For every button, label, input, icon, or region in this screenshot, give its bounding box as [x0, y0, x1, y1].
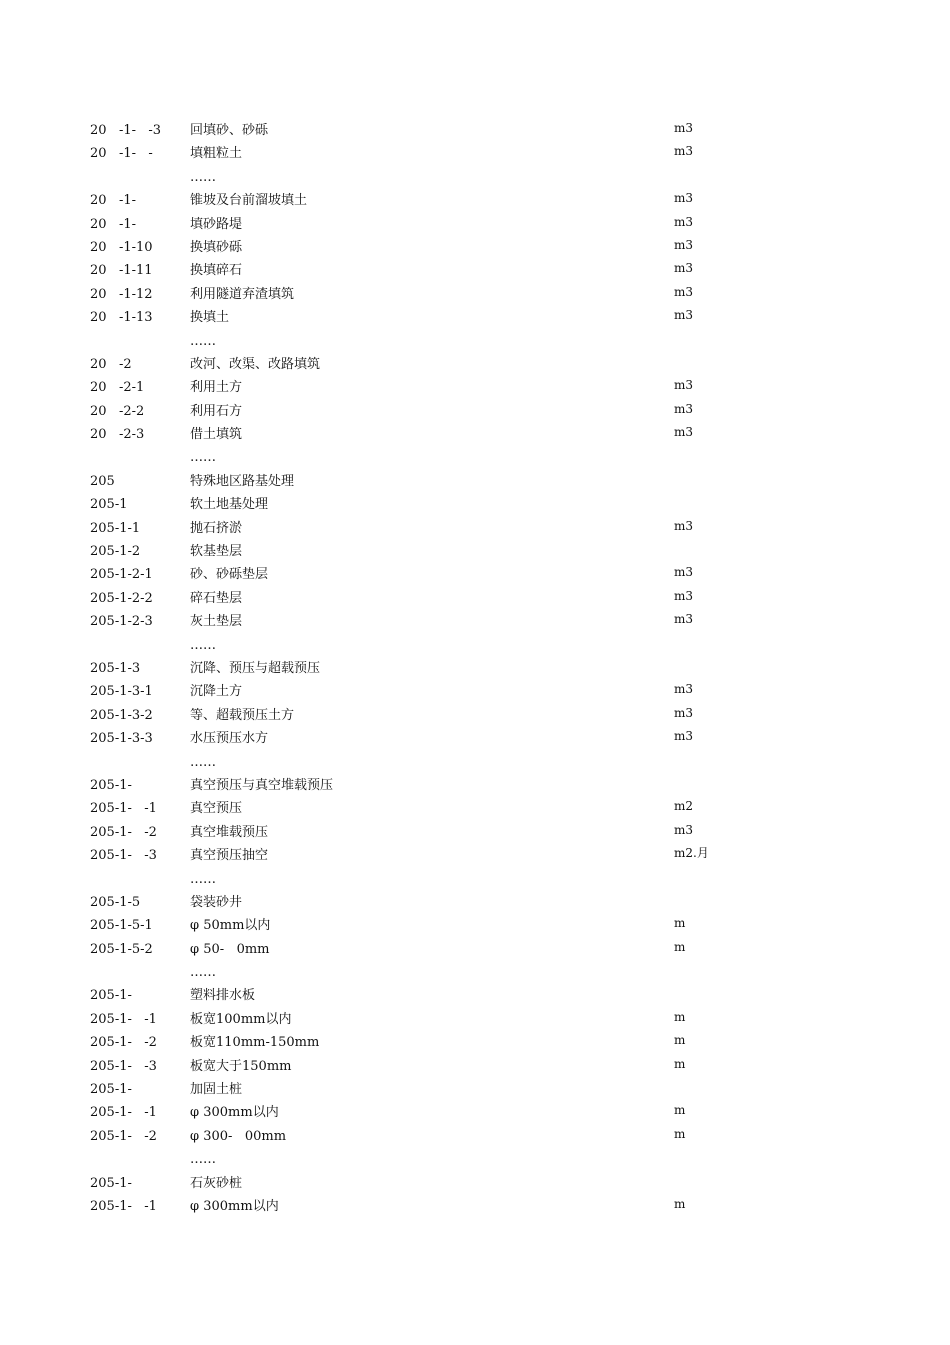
table-row — [0, 938, 950, 961]
item-unit: m — [674, 1103, 686, 1118]
item-unit: m3 — [674, 588, 694, 603]
item-name: 真空预压 — [190, 801, 243, 817]
item-unit: m — [674, 1033, 686, 1048]
item-name: 软基垫层 — [190, 544, 243, 560]
item-name: …… — [190, 754, 216, 770]
item-name: …… — [190, 871, 216, 887]
item-name: 回填砂、砂砾 — [190, 123, 269, 138]
item-code: 205-1-1 — [90, 520, 141, 536]
table-row — [0, 1008, 950, 1031]
item-code: 20 -1- — [90, 193, 136, 209]
item-code: 205-1- — [90, 1082, 132, 1098]
item-name: 沉降土方 — [190, 684, 243, 700]
item-unit: m3 — [674, 284, 694, 299]
item-code: 205 — [90, 473, 115, 489]
item-name: 真空预压抽空 — [190, 848, 269, 864]
table-row — [0, 704, 950, 727]
table-row — [0, 891, 950, 914]
item-code: 205-1-2-3 — [90, 614, 153, 630]
item-name: 填粗粒土 — [190, 146, 243, 162]
item-name: 板宽大于150mm — [190, 1058, 292, 1074]
item-code: 20 -1- - — [90, 146, 153, 162]
item-name: 锥坡及台前溜坡填土 — [190, 193, 308, 209]
item-name: 真空堆载预压 — [190, 824, 269, 840]
table-row — [0, 727, 950, 750]
table-row — [0, 1195, 950, 1218]
item-name: φ 300- 00mm — [190, 1128, 287, 1144]
item-name: 利用隧道弃渣填筑 — [190, 286, 295, 302]
item-name: …… — [190, 450, 216, 466]
item-code: 20 -2-2 — [90, 403, 145, 419]
item-code: 20 -1-13 — [90, 310, 153, 326]
item-name: 灰土垫层 — [190, 614, 243, 630]
item-name: 塑料排水板 — [190, 988, 256, 1004]
table-row — [0, 517, 950, 540]
table-row — [0, 1172, 950, 1195]
item-unit: m — [674, 916, 686, 931]
item-code: 205-1-2-2 — [90, 590, 153, 606]
item-code: 205-1-3-2 — [90, 707, 153, 723]
table-row — [0, 634, 950, 657]
item-unit: m3 — [674, 518, 694, 533]
item-name: 利用土方 — [190, 380, 243, 396]
table-row — [0, 306, 950, 329]
item-list — [0, 119, 950, 1218]
item-code: 205-1- — [90, 988, 132, 1004]
table-row — [0, 563, 950, 586]
item-name: …… — [190, 333, 216, 349]
item-code: 205-1- -1 — [90, 801, 157, 817]
table-row — [0, 540, 950, 563]
item-name: 特殊地区路基处理 — [190, 473, 295, 489]
item-name: 沉降、预压与超载预压 — [190, 660, 321, 676]
item-name: 软土地基处理 — [190, 497, 269, 513]
item-unit: m3 — [674, 401, 694, 416]
item-name: 利用石方 — [190, 403, 243, 419]
item-code: 205-1-5-2 — [90, 941, 153, 957]
item-code: 205-1- -2 — [90, 1035, 157, 1051]
item-code: 20 -1-10 — [90, 239, 153, 255]
table-row — [0, 259, 950, 282]
table-row — [0, 353, 950, 376]
item-name: …… — [190, 637, 216, 653]
table-row — [0, 493, 950, 516]
item-unit: m3 — [674, 308, 694, 323]
table-row — [0, 446, 950, 469]
table-row — [0, 423, 950, 446]
item-name: 板宽100mm以内 — [190, 1011, 292, 1027]
table-row — [0, 797, 950, 820]
table-row — [0, 1101, 950, 1124]
table-row — [0, 283, 950, 306]
table-row — [0, 680, 950, 703]
item-name: 换填砂砾 — [190, 239, 243, 255]
table-row — [0, 961, 950, 984]
item-code: 205-1-3 — [90, 660, 141, 676]
item-name: φ 50mm以内 — [190, 918, 271, 934]
item-code: 205-1-3-1 — [90, 684, 153, 700]
item-unit: m3 — [674, 705, 694, 720]
item-unit: m3 — [674, 378, 694, 393]
table-row — [0, 142, 950, 165]
item-name: φ 300mm以内 — [190, 1198, 279, 1214]
table-row — [0, 657, 950, 680]
table-row — [0, 166, 950, 189]
table-row — [0, 376, 950, 399]
item-code: 20 -2-3 — [90, 427, 145, 443]
item-code: 205-1-2-1 — [90, 567, 153, 583]
item-name: …… — [190, 965, 216, 981]
table-row — [0, 330, 950, 353]
table-row — [0, 751, 950, 774]
item-name: 石灰砂桩 — [190, 1175, 243, 1191]
table-row — [0, 189, 950, 212]
item-name: …… — [190, 1152, 216, 1168]
table-row — [0, 1031, 950, 1054]
item-name: 等、超载预压土方 — [190, 707, 295, 723]
table-row — [0, 914, 950, 937]
item-code: 205-1-3-3 — [90, 731, 153, 747]
table-row — [0, 400, 950, 423]
item-name: 碎石垫层 — [190, 590, 243, 606]
table-row — [0, 1055, 950, 1078]
item-unit: m — [674, 1009, 686, 1024]
item-name: 板宽110mm-150mm — [190, 1035, 320, 1051]
table-row — [0, 1148, 950, 1171]
item-unit: m3 — [674, 425, 694, 440]
item-name: 袋装砂井 — [190, 894, 243, 910]
item-code: 205-1- -1 — [90, 1198, 157, 1214]
item-name: 抛石挤淤 — [190, 520, 243, 536]
item-unit: m3 — [674, 237, 694, 252]
item-unit: m2.月 — [674, 846, 709, 861]
item-code: 20 -1- -3 — [90, 123, 162, 138]
table-row — [0, 587, 950, 610]
item-unit: m3 — [674, 612, 694, 627]
item-unit: m3 — [674, 214, 694, 229]
item-unit: m3 — [674, 261, 694, 276]
item-code: 20 -2-1 — [90, 380, 145, 396]
item-name: φ 50- 0mm — [190, 941, 270, 957]
table-row — [0, 774, 950, 797]
item-unit: m — [674, 1126, 686, 1141]
item-unit: m3 — [674, 682, 694, 697]
item-name: 借土填筑 — [190, 427, 243, 443]
item-unit: m3 — [674, 191, 694, 206]
item-code: 205-1- -3 — [90, 848, 157, 864]
item-name: 加固土桩 — [190, 1082, 243, 1098]
item-code: 205-1- -3 — [90, 1058, 157, 1074]
item-code: 205-1- -1 — [90, 1011, 157, 1027]
item-name: φ 300mm以内 — [190, 1105, 279, 1121]
item-name: 真空预压与真空堆载预压 — [190, 777, 334, 793]
item-code: 20 -1- — [90, 216, 136, 232]
item-unit: m3 — [674, 729, 694, 744]
item-unit: m3 — [674, 144, 694, 159]
table-row — [0, 1078, 950, 1101]
item-unit: m3 — [674, 121, 694, 135]
table-row — [0, 236, 950, 259]
item-unit: m3 — [674, 822, 694, 837]
table-row — [0, 610, 950, 633]
item-code: 205-1-5-1 — [90, 918, 153, 934]
table-row — [0, 821, 950, 844]
item-name: 水压预压水方 — [190, 731, 269, 747]
table-row — [0, 844, 950, 867]
item-code: 20 -2 — [90, 356, 132, 372]
item-unit: m2 — [674, 799, 694, 814]
item-unit: m — [674, 1196, 686, 1211]
item-name: 换填土 — [190, 310, 230, 326]
table-row — [0, 470, 950, 493]
item-code: 205-1- -2 — [90, 1128, 157, 1144]
item-name: 换填碎石 — [190, 263, 243, 279]
table-row — [0, 213, 950, 236]
item-unit: m3 — [674, 565, 694, 580]
item-name: 改河、改渠、改路填筑 — [190, 356, 321, 372]
item-unit: m — [674, 1056, 686, 1071]
item-code: 205-1- -1 — [90, 1105, 157, 1121]
table-row — [0, 868, 950, 891]
item-code: 205-1- — [90, 1175, 132, 1191]
item-code: 20 -1-11 — [90, 263, 153, 279]
item-name: 填砂路堤 — [190, 216, 243, 232]
item-code: 20 -1-12 — [90, 286, 153, 302]
item-code: 205-1- — [90, 777, 132, 793]
item-name: …… — [190, 169, 216, 185]
item-code: 205-1- -2 — [90, 824, 157, 840]
item-code: 205-1-5 — [90, 894, 141, 910]
table-row — [0, 119, 950, 142]
item-code: 205-1-2 — [90, 544, 141, 560]
table-row — [0, 1125, 950, 1148]
table-row — [0, 984, 950, 1007]
item-unit: m — [674, 939, 686, 954]
item-code: 205-1 — [90, 497, 128, 513]
item-name: 砂、砂砾垫层 — [190, 567, 269, 583]
